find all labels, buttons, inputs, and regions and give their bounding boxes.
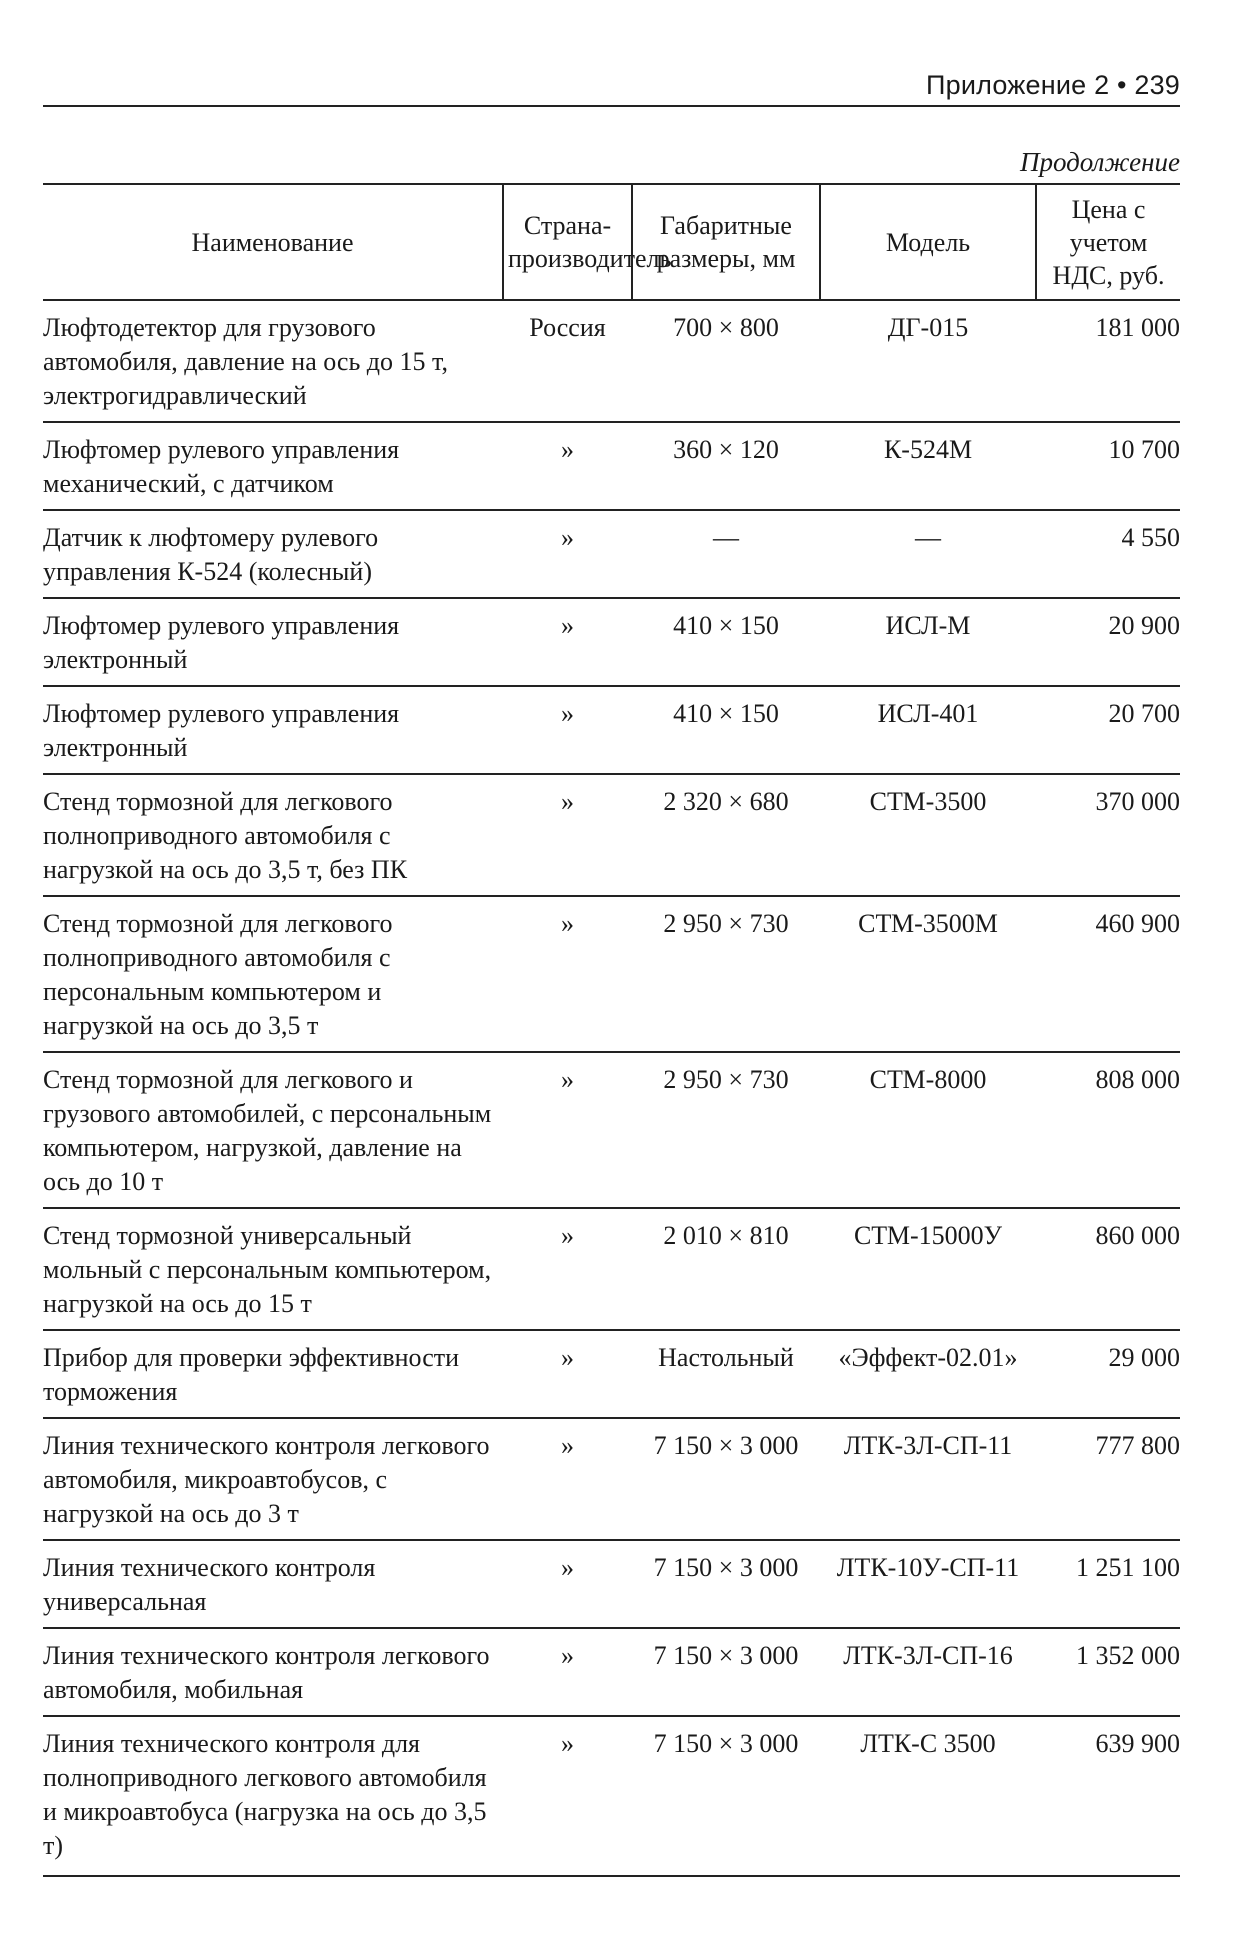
- name-cell: Стенд тормозной для легкового полноприводного автомобиля с нагрузкой на ось до 3,5 т, без ПК: [43, 774, 503, 896]
- price-cell: 460 900: [1036, 896, 1180, 1052]
- size-cell: 700 × 800: [632, 300, 820, 422]
- name-cell: Датчик к люфтомеру рулевого управления К-524 (колесный): [43, 510, 503, 598]
- size-cell: 2 320 × 680: [632, 774, 820, 896]
- size-cell: Настольный: [632, 1330, 820, 1418]
- price-cell: 4 550: [1036, 510, 1180, 598]
- model-cell: СТМ-3500М: [820, 896, 1036, 1052]
- model-cell: СТМ-3500: [820, 774, 1036, 896]
- country-cell: Россия: [503, 300, 632, 422]
- size-cell: 7 150 × 3 000: [632, 1716, 820, 1876]
- price-cell: 1 251 100: [1036, 1540, 1180, 1628]
- price-cell: 860 000: [1036, 1208, 1180, 1330]
- country-cell: »: [503, 1418, 632, 1540]
- name-cell: Люфтомер рулевого управления механический, с датчиком: [43, 422, 503, 510]
- table-row: [43, 1330, 1180, 1418]
- model-cell: «Эффект-02.01»: [820, 1330, 1036, 1418]
- country-cell: »: [503, 896, 632, 1052]
- table-row: [43, 1628, 1180, 1716]
- model-cell: СТМ-15000У: [820, 1208, 1036, 1330]
- column-header-size: Габаритные размеры, мм: [632, 184, 820, 300]
- country-cell: »: [503, 598, 632, 686]
- price-cell: 20 900: [1036, 598, 1180, 686]
- name-cell: Стенд тормозной для легкового полноприводного автомобиля с персональным компьютером и нагрузкой на ось до 3,5 т: [43, 896, 503, 1052]
- size-cell: 2 010 × 810: [632, 1208, 820, 1330]
- country-cell: »: [503, 422, 632, 510]
- country-cell: »: [503, 1052, 632, 1208]
- price-cell: 20 700: [1036, 686, 1180, 774]
- model-cell: —: [820, 510, 1036, 598]
- size-cell: 7 150 × 3 000: [632, 1628, 820, 1716]
- column-header-country: Страна-производитель: [503, 184, 632, 300]
- name-cell: Линия технического контроля универсальная: [43, 1540, 503, 1628]
- price-cell: 370 000: [1036, 774, 1180, 896]
- model-cell: ДГ-015: [820, 300, 1036, 422]
- size-cell: 2 950 × 730: [632, 896, 820, 1052]
- price-cell: 777 800: [1036, 1418, 1180, 1540]
- model-cell: ЛТК-С 3500: [820, 1716, 1036, 1876]
- name-cell: Линия технического контроля для полноприводного легкового автомобиля и микроавтобуса (нагрузка на ось до 3,5 т): [43, 1716, 503, 1876]
- price-cell: 639 900: [1036, 1716, 1180, 1876]
- header-rule: [43, 105, 1180, 107]
- table-body: [43, 300, 1180, 1876]
- name-cell: Люфтодетектор для грузового автомобиля, давление на ось до 15 т, электрогидравлический: [43, 300, 503, 422]
- model-cell: ЛТК-3Л-СП-16: [820, 1628, 1036, 1716]
- table-row: [43, 1540, 1180, 1628]
- size-cell: —: [632, 510, 820, 598]
- name-cell: Люфтомер рулевого управления электронный: [43, 598, 503, 686]
- size-cell: 2 950 × 730: [632, 1052, 820, 1208]
- model-cell: ИСЛ-М: [820, 598, 1036, 686]
- table-header-row: [43, 184, 1180, 300]
- table-row: [43, 774, 1180, 896]
- name-cell: Стенд тормозной универсальный мольный с персональным компьютером, нагрузкой на ось до 15 т: [43, 1208, 503, 1330]
- size-cell: 7 150 × 3 000: [632, 1540, 820, 1628]
- table-row: [43, 598, 1180, 686]
- model-cell: ЛТК-10У-СП-11: [820, 1540, 1036, 1628]
- country-cell: »: [503, 774, 632, 896]
- table-row: [43, 300, 1180, 422]
- name-cell: Люфтомер рулевого управления электронный: [43, 686, 503, 774]
- size-cell: 360 × 120: [632, 422, 820, 510]
- table-row: [43, 896, 1180, 1052]
- country-cell: »: [503, 1628, 632, 1716]
- size-cell: 410 × 150: [632, 686, 820, 774]
- price-cell: 29 000: [1036, 1330, 1180, 1418]
- country-cell: »: [503, 1330, 632, 1418]
- price-cell: 808 000: [1036, 1052, 1180, 1208]
- size-cell: 7 150 × 3 000: [632, 1418, 820, 1540]
- table-row: [43, 422, 1180, 510]
- country-cell: »: [503, 1716, 632, 1876]
- size-cell: 410 × 150: [632, 598, 820, 686]
- name-cell: Стенд тормозной для легкового и грузового автомобилей, с персональным компьютером, нагрузкой, давление на ось до 10 т: [43, 1052, 503, 1208]
- model-cell: ЛТК-3Л-СП-11: [820, 1418, 1036, 1540]
- equipment-price-table: [43, 183, 1180, 1877]
- price-cell: 181 000: [1036, 300, 1180, 422]
- name-cell: Прибор для проверки эффективности торможения: [43, 1330, 503, 1418]
- country-cell: »: [503, 1208, 632, 1330]
- column-header-model: Модель: [820, 184, 1036, 300]
- column-header-price: Цена с учетом НДС, руб.: [1036, 184, 1180, 300]
- price-cell: 1 352 000: [1036, 1628, 1180, 1716]
- table-row: [43, 1052, 1180, 1208]
- table-row: [43, 1418, 1180, 1540]
- table-row: [43, 510, 1180, 598]
- running-head: Приложение 2 • 239: [926, 70, 1180, 100]
- table-row: [43, 1208, 1180, 1330]
- model-cell: СТМ-8000: [820, 1052, 1036, 1208]
- table-row: [43, 686, 1180, 774]
- country-cell: »: [503, 686, 632, 774]
- continued-label: Продолжение: [1019, 147, 1180, 177]
- country-cell: »: [503, 1540, 632, 1628]
- model-cell: ИСЛ-401: [820, 686, 1036, 774]
- column-header-name: Наименование: [43, 184, 503, 300]
- country-cell: »: [503, 510, 632, 598]
- name-cell: Линия технического контроля легкового автомобиля, микроавтобусов, с нагрузкой на ось до 3 т: [43, 1418, 503, 1540]
- name-cell: Линия технического контроля легкового автомобиля, мобильная: [43, 1628, 503, 1716]
- table-row: [43, 1716, 1180, 1876]
- price-cell: 10 700: [1036, 422, 1180, 510]
- model-cell: К-524М: [820, 422, 1036, 510]
